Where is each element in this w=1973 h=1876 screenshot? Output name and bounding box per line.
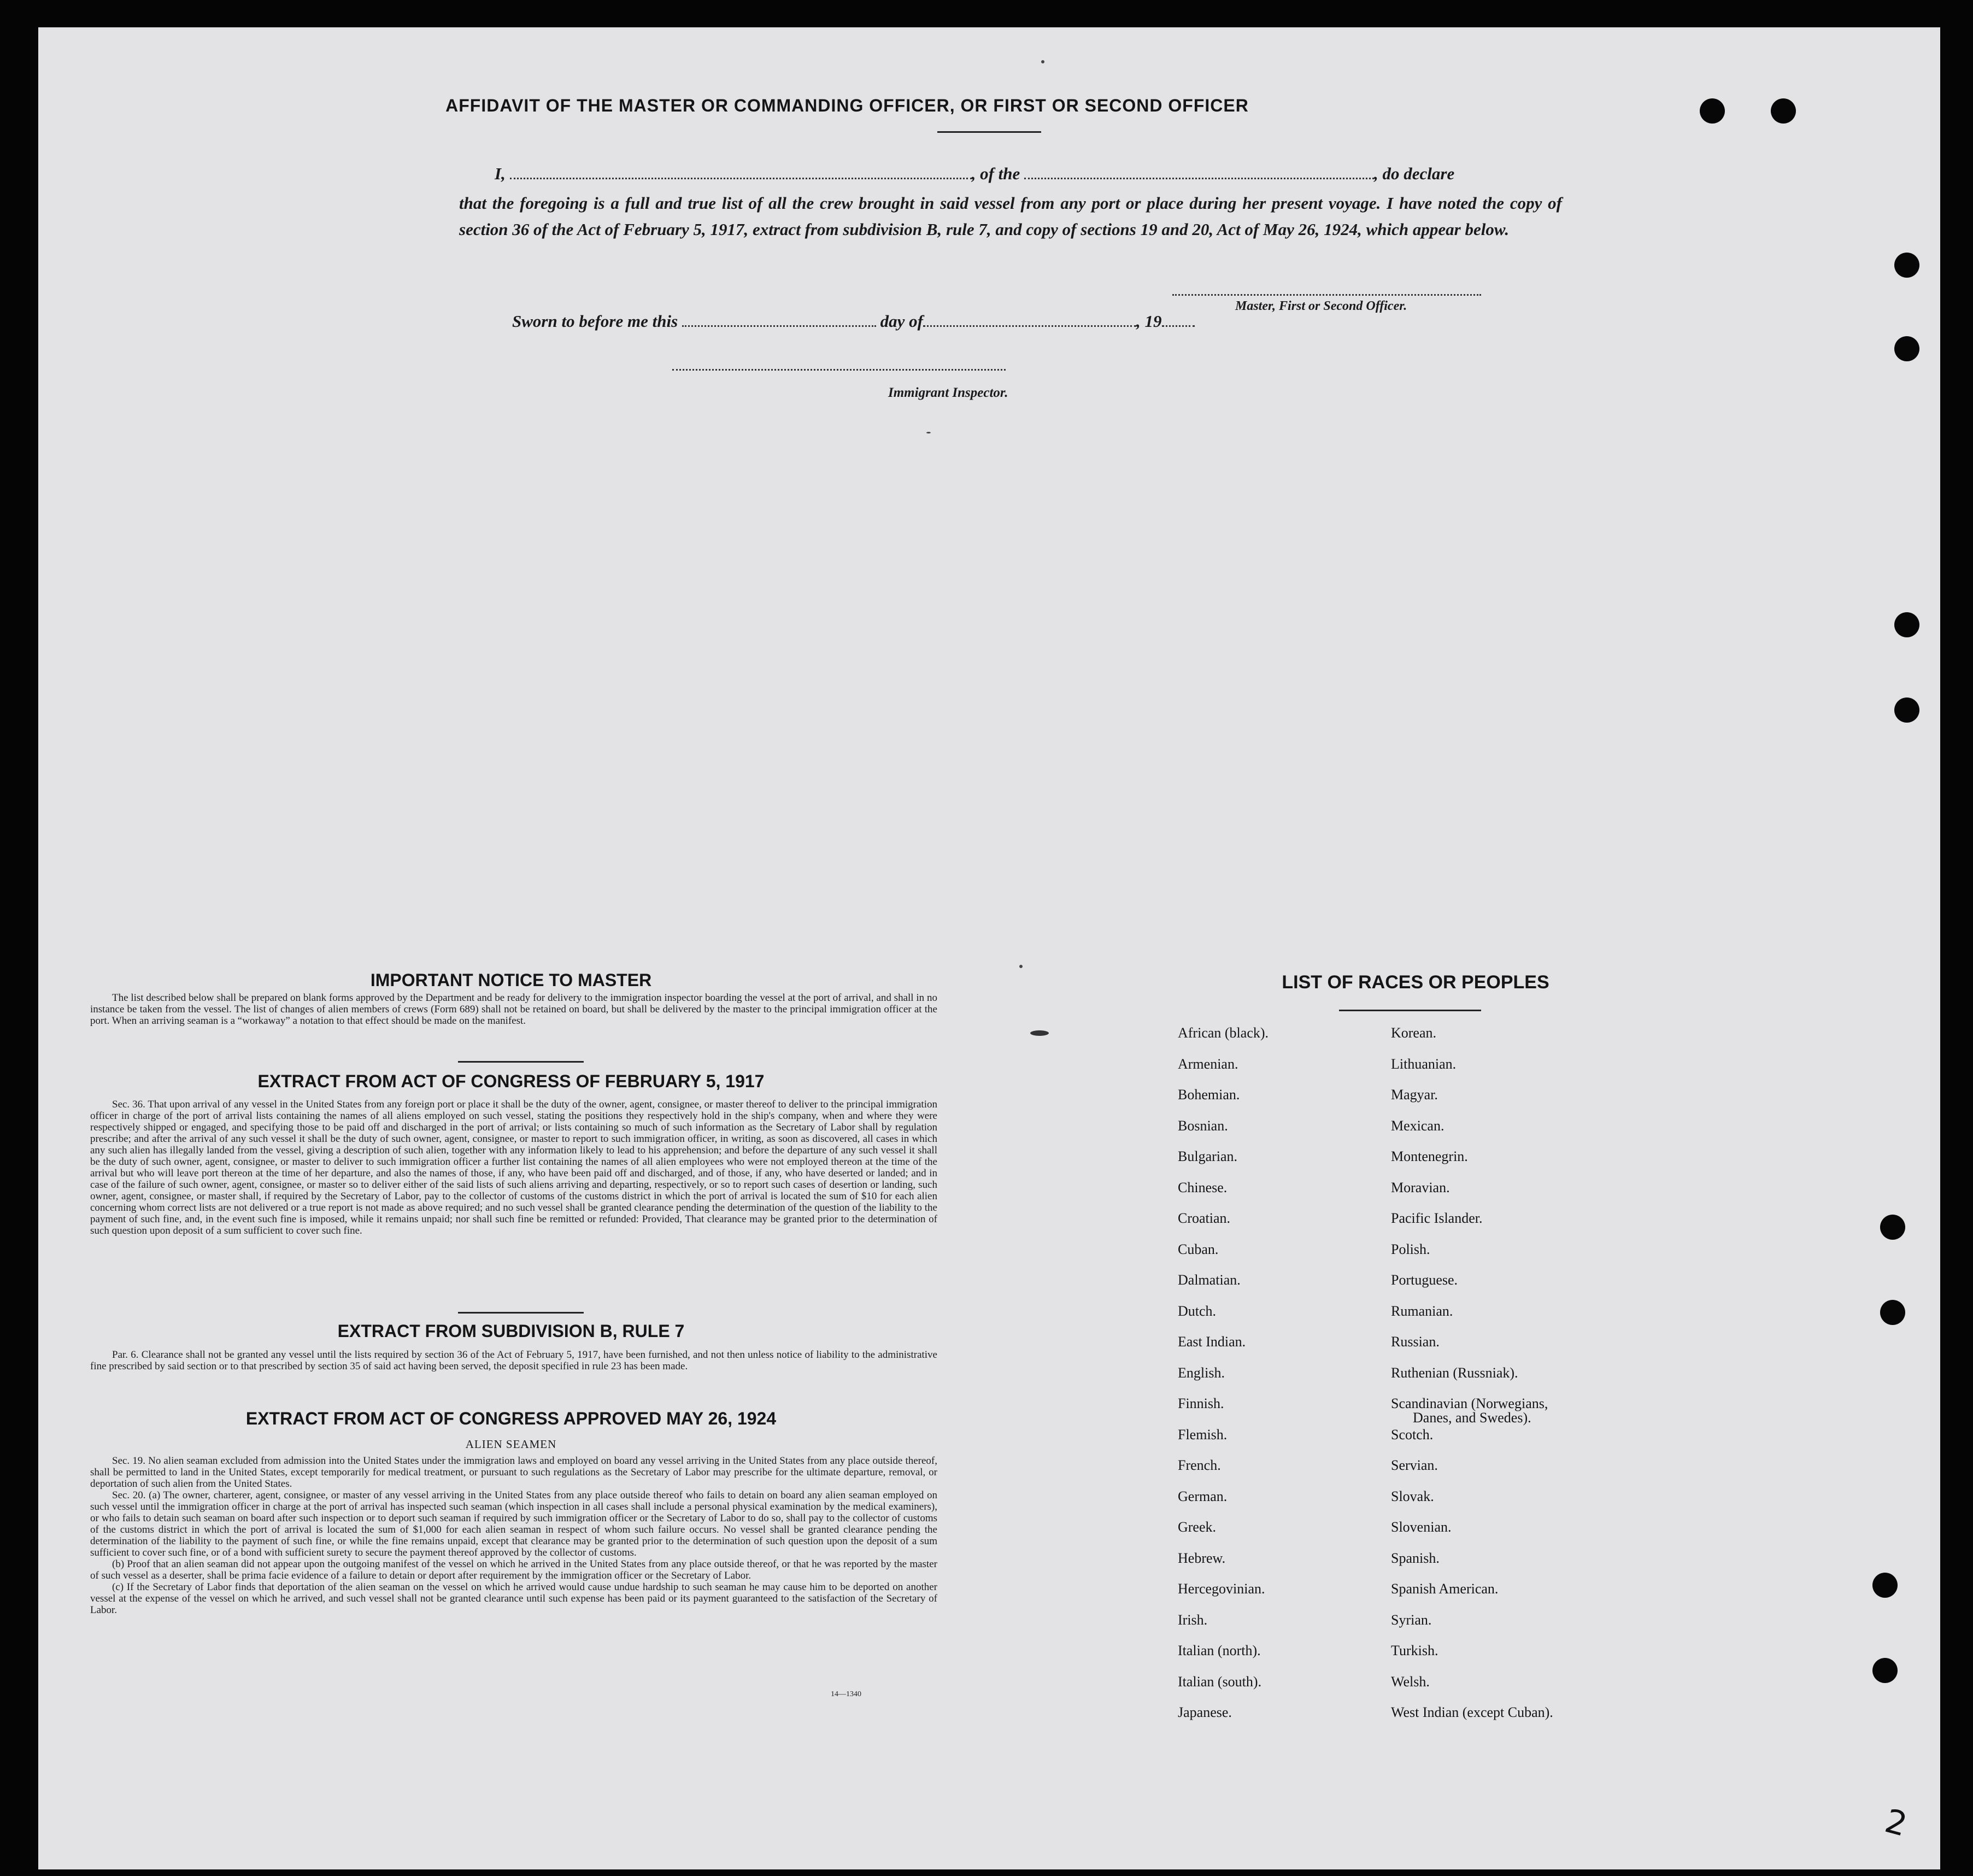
race-item: Slovenian. [1391,1519,1452,1535]
race-item: Spanish American. [1391,1581,1499,1597]
race-item: Italian (north). [1178,1643,1261,1658]
affidavit-first-line [495,164,1454,184]
race-item: Cuban. [1178,1241,1219,1257]
binder-hole [1880,1215,1905,1240]
race-item: German. [1178,1488,1228,1504]
race-item-continuation: Danes, and Swedes). [1413,1410,1531,1426]
vessel-name-field[interactable] [1024,178,1374,179]
affidavit-body: that the foregoing is a full and true list of all the crew brought in said vessel from any port or place during her present voyage. I have noted the copy of section 36 of the Act of February 5, 1917, extract from subdivision B, rule 7, and copy of sections 19 and 20, Act of May 26, 1924, which appear below. [459,194,1562,239]
race-item: Hebrew. [1178,1550,1226,1566]
affidavit-of-the: , of the [971,164,1020,183]
affidavit-do-declare: , do declare [1374,164,1455,183]
affidavit-i: I, [495,164,506,183]
race-item: Slovak. [1391,1488,1434,1504]
race-item: English. [1178,1364,1225,1381]
divider [1339,1010,1481,1011]
race-item: French. [1178,1457,1221,1473]
race-item: Rumanian. [1391,1303,1453,1319]
race-item: Flemish. [1178,1426,1228,1443]
race-item: Magyar. [1391,1087,1438,1103]
ink-speck [926,432,931,433]
race-item: Pacific Islander. [1391,1210,1483,1226]
inspector-label: Immigrant Inspector. [888,385,1008,400]
master-name-field[interactable] [510,178,972,179]
ink-speck [1019,965,1023,968]
binder-hole [1894,697,1919,723]
ink-speck [1041,60,1044,63]
race-item: Spanish. [1391,1550,1440,1566]
binder-hole [1700,98,1725,124]
race-item: Bosnian. [1178,1117,1228,1134]
document-page [38,27,1940,1869]
race-item: Greek. [1178,1519,1217,1535]
sworn-prefix: Sworn to before me this [512,312,678,331]
section-20a-paragraph: Sec. 20. (a) The owner, charterer, agent, consignee, or master of any vessel arriving in the United States from any place outside thereof who fails to detain on board any alien seaman employed on such vessel until the immigration officer in charge at the port of arrival has inspected such seaman (which inspection in all cases shall include a personal physical examination by the medical examiners), or who fails to detain such seaman on board after such inspection or to deport such seaman if required by such immigration officer or the Secretary of Labor to do so, shall pay to the collector of customs of the customs district in which the port of arrival is located the sum of $1,000 for each alien seaman in respect of whom such failure occurs. No vessel shall be granted clearance pending the determination of the liability to the payment of such fine, or while the fine remains unpaid, except that clearance may be granted prior to the determination of such question upon the deposit of a sum sufficient to cover such fine, or of a bond with sufficient surety to secure the payment thereof approved by the collector of customs. [90,1490,937,1558]
extract-rule7-text [90,1349,937,1372]
alien-seamen-subtitle: ALIEN SEAMEN [465,1438,557,1451]
race-item: Scandinavian (Norwegians, [1391,1396,1548,1411]
divider [458,1061,584,1063]
sworn-day-of: day of [880,312,923,331]
binder-hole [1771,98,1796,124]
binder-hole [1894,336,1919,361]
race-item: Bohemian. [1178,1087,1240,1103]
race-item: Turkish. [1391,1643,1438,1658]
race-item: Montenegrin. [1391,1148,1468,1164]
sworn-year-field[interactable] [1162,325,1195,327]
extract-1917-text [90,1099,937,1236]
master-signature-line[interactable] [1172,294,1481,296]
race-item: Dalmatian. [1178,1272,1241,1288]
binder-hole [1872,1573,1898,1598]
ink-blot [1030,1030,1049,1036]
affidavit-title: AFFIDAVIT OF THE MASTER OR COMMANDING OFFICER, OR FIRST OR SECOND OFFICER [445,96,1249,115]
sworn-month-field[interactable] [923,325,1136,327]
extract-1924-title: EXTRACT FROM ACT OF CONGRESS APPROVED MAY 26, 1924 [245,1409,777,1428]
race-item: Mexican. [1391,1117,1444,1134]
section-20c-paragraph: (c) If the Secretary of Labor finds that deportation of the alien seaman on the vessel on which he arrived would cause undue hardship to such seaman he may cause him to be deported on another vessel at the expense of the vessel on which he arrived, and such vessel shall not be granted clearance until such expense has been paid or its payment guaranteed to the satisfaction of the Secretary of Labor. [90,1581,937,1616]
master-signature-label: Master, First or Second Officer. [1235,299,1407,313]
race-item: Lithuanian. [1391,1056,1457,1072]
race-item: Ruthenian (Russniak). [1391,1364,1518,1381]
extract-1924-text [90,1455,937,1616]
sworn-day-field[interactable] [682,325,876,327]
race-item: Croatian. [1178,1210,1231,1226]
sworn-year: , 19 [1136,312,1162,331]
race-item: Moravian. [1391,1179,1450,1195]
race-item: Italian (south). [1178,1673,1262,1690]
race-item: Armenian. [1178,1056,1238,1072]
race-item: Finnish. [1178,1396,1224,1411]
race-item: East Indian. [1178,1334,1246,1350]
race-item: West Indian (except Cuban). [1391,1704,1553,1720]
race-item: Scotch. [1391,1426,1434,1443]
race-item: Servian. [1391,1457,1438,1473]
race-item: Portuguese. [1391,1272,1458,1288]
race-item: Welsh. [1391,1673,1430,1690]
race-item: Polish. [1391,1241,1430,1257]
races-title: LIST OF RACES OR PEOPLES [1282,972,1549,993]
title-divider [937,131,1041,133]
inspector-signature-line[interactable] [672,369,1006,371]
binder-hole [1894,253,1919,278]
extract-rule7-title: EXTRACT FROM SUBDIVISION B, RULE 7 [337,1321,685,1341]
notice-paragraph: The list described below shall be prepared on blank forms approved by the Department and be ready for delivery to the immigration inspector boarding the vessel at the port of arrival, and shall in no instance be taken from the vessel. The list of changes of alien members of crews (Form 689) shall not be retained on board, but shall be delivered by the master to the principal immigration officer at the port. When an arriving seaman is a “workaway” a notation to that effect should be made on the manifest. [90,992,937,1027]
race-item: Chinese. [1178,1179,1228,1195]
race-item: Dutch. [1178,1303,1217,1319]
race-item: Hercegovinian. [1178,1581,1265,1597]
extract-1917-title: EXTRACT FROM ACT OF CONGRESS OF FEBRUARY 5, 1917 [257,1071,765,1091]
notice-text [90,992,937,1027]
race-item: Japanese. [1178,1704,1232,1720]
race-item: Bulgarian. [1178,1148,1238,1164]
section-19-paragraph: Sec. 19. No alien seaman excluded from admission into the United States under the immigration laws and employed on board any vessel arriving in the United States from any place outside thereof, shall be permitted to land in the United States, except temporarily for medical treatment, or pursuant to such regulations as the Secretary of Labor may prescribe for the ultimate departure, removal, or deportation of such alien from the United States. [90,1455,937,1490]
race-item: Syrian. [1391,1611,1432,1628]
race-item: African (black). [1178,1025,1269,1041]
binder-hole [1894,612,1919,637]
binder-hole [1872,1658,1898,1683]
notice-title: IMPORTANT NOTICE TO MASTER [370,970,652,990]
race-item: Korean. [1391,1025,1437,1041]
sworn-line [512,312,1195,331]
divider [458,1312,584,1314]
page-mark: 2 [1881,1802,1911,1844]
section-36-paragraph: Sec. 36. That upon arrival of any vessel in the United States from any foreign port or place it shall be the duty of the owner, agent, consignee, or master thereof to deliver to the principal immigration officer in charge of the port of arrival lists containing the names of all aliens employed on such vessel, stating the positions they respectively hold in the ship's company, when and where they were respectively shipped or engaged, and specifying those to be paid off and discharged in the port of arrival; or lists containing so much of such information as the Secretary of Labor shall by regulation prescribe; and after the arrival of any such vessel it shall be the duty of such owner, agent, consignee, or master to report to such immigration officer, in writing, as soon as discovered, all cases in which any such alien has illegally landed from the vessel, giving a description of such alien, together with any information likely to lead to his apprehension; and before the departure of any such vessel it shall be the duty of such owner, agent, consignee, or master to deliver to such immigration officer a further list containing the names of all alien employees who were not employed thereon at the time of the arrival but who will leave port thereon at the time of her departure, and also the names of those, if any, who have been paid off and discharged, and of those, if any, who have deserted or landed; and in case of the failure of such owner, agent, consignee, or master so to deliver either of the said lists of such aliens arriving and departing, respectively, or so to report such cases of desertion or landing, such owner, agent, consignee, or master shall, if required by the Secretary of Labor, pay to the collector of customs of the customs district in which the port of arrival is located the sum of $10 for each alien concerning whom correct lists are not delivered or a true report is not made as above required; and no such vessel shall be granted clearance pending the determination of the question of the liability to the payment of such fine, and, in the event such fine is imposed, while it remains unpaid; nor shall such fine be remitted or refunded: Provided, That clearance may be granted prior to the determination of such question upon deposit of a sum sufficient to cover such fine. [90,1099,937,1236]
binder-hole [1880,1300,1905,1325]
race-item: Russian. [1391,1334,1440,1350]
race-item: Irish. [1178,1611,1208,1628]
section-20b-paragraph: (b) Proof that an alien seaman did not appear upon the outgoing manifest of the vessel on which he arrived in the United States from any place outside thereof, or that he was reported by the master of such vessel as a deserter, shall be prima facie evidence of a failure to detain or deport after requirement by the immigration officer or the Secretary of Labor. [90,1558,937,1581]
paragraph-6: Par. 6. Clearance shall not be granted any vessel until the lists required by section 36 of the Act of February 5, 1917, have been furnished, and not then unless notice of liability to the administrative fine prescribed by said section or to that prescribed by section 35 of said act having been served, the deposit specified in rule 23 has been made. [90,1349,937,1372]
form-number: 14—1340 [831,1690,861,1698]
